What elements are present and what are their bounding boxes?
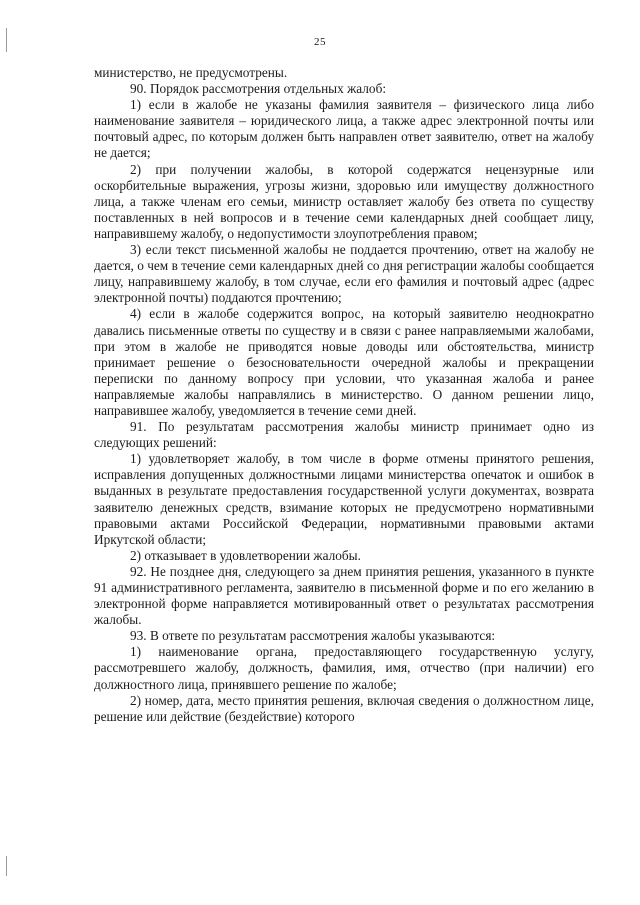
paragraph: 1) удовлетворяет жалобу, в том числе в форме отмены принятого решения, исправления допущенных должностными лицами министерства опечаток и ошибок в выданных в результате предоставления государственной услуги документах, возврата заявителю денежных средств, взимание которых не предусмотрено нормативными правовыми актами Российской Федерации, нормативными правовыми актами Иркутской области; (94, 451, 594, 547)
page-number: 25 (314, 36, 326, 48)
paragraph: 3) если текст письменной жалобы не поддается прочтению, ответ на жалобу не дается, о чем в течение семи календарных дней со дня регистрации жалобы сообщается лицу, направившему жалобу, в том случае, если его фамилия и почтовый адрес (адрес электронной почты) поддаются прочтению; (94, 242, 594, 306)
paragraph: 92. Не позднее дня, следующего за днем принятия решения, указанного в пункте 91 административного регламента, заявителю в письменной форме и по его желанию в электронной форме направляется мотивированный ответ о результатах рассмотрения жалобы. (94, 563, 594, 628)
paragraph: 91. По результатам рассмотрения жалобы министр принимает одно из следующих решений: (94, 419, 594, 451)
paragraph: 93. В ответе по результатам рассмотрения жалобы указываются: (130, 628, 496, 644)
paragraph: 1) наименование органа, предоставляющего государственную услугу, рассмотревшего жалобу, должность, фамилия, имя, отчество (при наличии) его должностного лица, принявшего решение по жалобе; (94, 644, 594, 692)
paragraph: 1) если в жалобе не указаны фамилия заявителя – физического лица либо наименование заявителя – юридического лица, а также адрес электронной почты или почтовый адрес, по которым должен быть направлен ответ заявителю, ответ на жалобу не дается; (94, 97, 594, 161)
paragraph: 90. Порядок рассмотрения отдельных жалоб: (130, 81, 387, 97)
paragraph: министерство, не предусмотрены. (94, 65, 288, 80)
paragraph: 2) при получении жалобы, в которой содержатся нецензурные или оскорбительные выражения, угрозы жизни, здоровью или имуществу должностного лица, а также членам его семьи, министр оставляет жалобу без ответа по существу поставленных в ней вопросов и в течение семи календарных дней сообщает лицу, направившему жалобу, о недопустимости злоупотребления правом; (94, 161, 594, 241)
paragraph: 4) если в жалобе содержится вопрос, на который заявителю неоднократно давались письменные ответы по существу и в связи с ранее направляемыми жалобами, при этом в жалобе не приводятся новые доводы или обстоятельства, министр принимает решение о безосновательности очередной жалобы и прекращении переписки по данному вопросу при условии, что указанная жалоба и ранее направляемые жалобы направлялись в министерство. О данном решении лицо, направившее жалобу, уведомляется в течение семи дней. (94, 306, 594, 418)
document-body (94, 65, 594, 725)
scan-edge-mark (6, 856, 7, 876)
paragraph: 2) номер, дата, место принятия решения, включая сведения о должностном лице, решение или действие (бездействие) которого (94, 692, 594, 724)
paragraph: 2) отказывает в удовлетворении жалобы. (130, 547, 361, 563)
